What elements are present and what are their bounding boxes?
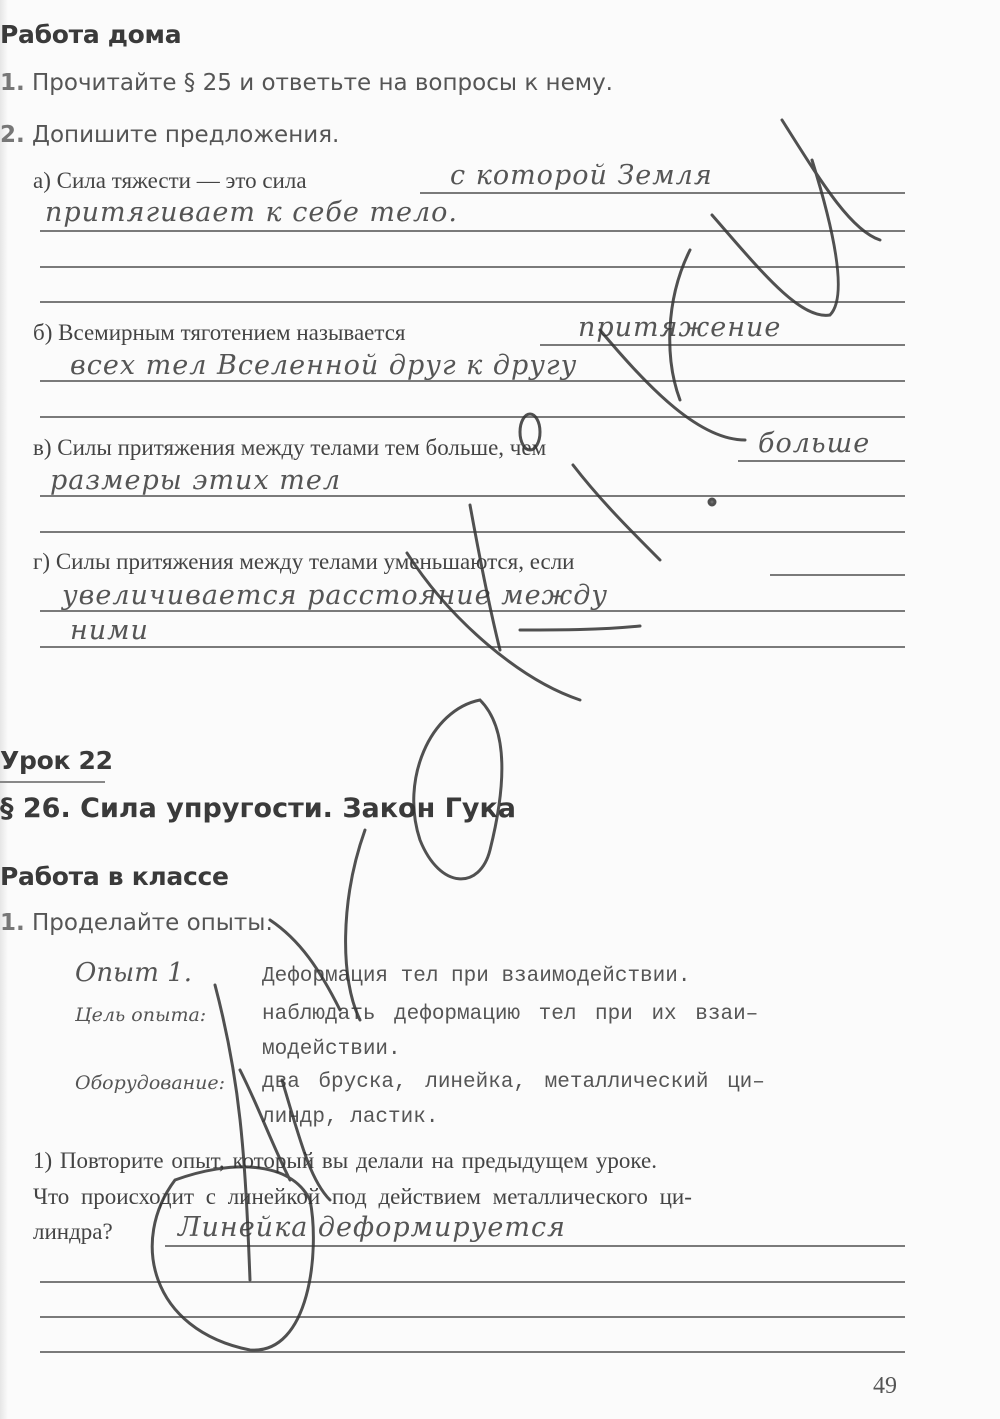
answer-v-line-1[interactable]: больше [758, 428, 871, 459]
answer-line [40, 301, 905, 303]
lesson-label: Урок 22 [0, 746, 113, 775]
answer-b-line-1[interactable]: притяжение [578, 312, 782, 343]
question-line-2: Что происходит с линейкой под действием металлического ци- [33, 1184, 692, 1209]
class-task-1 [0, 910, 273, 936]
classwork-heading: Работа в классе [0, 862, 229, 891]
answer-b-line-2[interactable]: всех тел Вселенной друг к другу [70, 350, 578, 381]
answer-line [40, 531, 905, 533]
answer-line [40, 416, 905, 418]
task-text: Допишите предложения. [32, 122, 340, 148]
answer-v-line-2[interactable]: размеры этих тел [50, 465, 342, 496]
page-edge-shadow [0, 0, 8, 1419]
prompt-v: в) Силы притяжения между телами тем больше, чем [33, 435, 547, 460]
experiment-equipment-text-2: линдр, ластик. [262, 1106, 439, 1129]
experiment-goal-text-2: модействии. [262, 1038, 401, 1061]
answer-line [540, 344, 905, 346]
experiment-title-label: Опыт 1. [75, 958, 192, 988]
prompt-b: б) Всемирным тяготением называется [33, 320, 406, 345]
experiment-equipment-text-1: два бруска, линейка, металлический ци– [262, 1071, 765, 1094]
experiment-equipment-label: Оборудование: [75, 1072, 226, 1094]
homework-heading: Работа дома [0, 20, 182, 49]
answer-line [770, 574, 905, 576]
answer-line [40, 1316, 905, 1318]
answer-a-line-2[interactable]: притягивает к себе тело. [45, 197, 459, 228]
answer-line [40, 646, 905, 648]
answer-g-line-3[interactable]: ними [70, 615, 149, 646]
question-line-3: линдра? [33, 1219, 113, 1244]
answer-line [40, 266, 905, 268]
answer-line [40, 230, 905, 232]
task-number: 2. [0, 122, 25, 148]
task-2 [0, 122, 339, 148]
answer-line [738, 460, 905, 462]
answer-line [420, 192, 905, 194]
answer-line [40, 1351, 905, 1353]
task-number: 1. [0, 70, 25, 96]
page-number: 49 [873, 1373, 897, 1399]
task-text: Проделайте опыты. [32, 910, 273, 936]
answer-line [40, 1281, 905, 1283]
answer-g-line-2[interactable]: увеличивается расстояние между [62, 580, 609, 611]
task-text: Прочитайте § 25 и ответьте на вопросы к нему. [32, 70, 613, 96]
task-number: 1. [0, 910, 25, 936]
experiment-goal-text-1: наблюдать деформацию тел при их взаи– [262, 1003, 759, 1026]
answer-a-line-1[interactable]: с которой Земля [450, 160, 713, 191]
task-1 [0, 70, 613, 96]
experiment-goal-label: Цель опыта: [75, 1004, 207, 1026]
lesson-underline [0, 781, 105, 783]
prompt-g: г) Силы притяжения между телами уменьшаются, если [33, 549, 575, 574]
answer-line [165, 1245, 905, 1247]
question-line-1: 1) Повторите опыт, который вы делали на предыдущем уроке. [33, 1148, 657, 1173]
experiment-title-text: Деформация тел при взаимодействии. [262, 965, 691, 988]
prompt-a: а) Сила тяжести — это сила [33, 168, 307, 193]
lesson-title: § 26. Сила упругости. Закон Гука [0, 793, 517, 824]
question-answer[interactable]: Линейка деформируется [178, 1212, 566, 1243]
